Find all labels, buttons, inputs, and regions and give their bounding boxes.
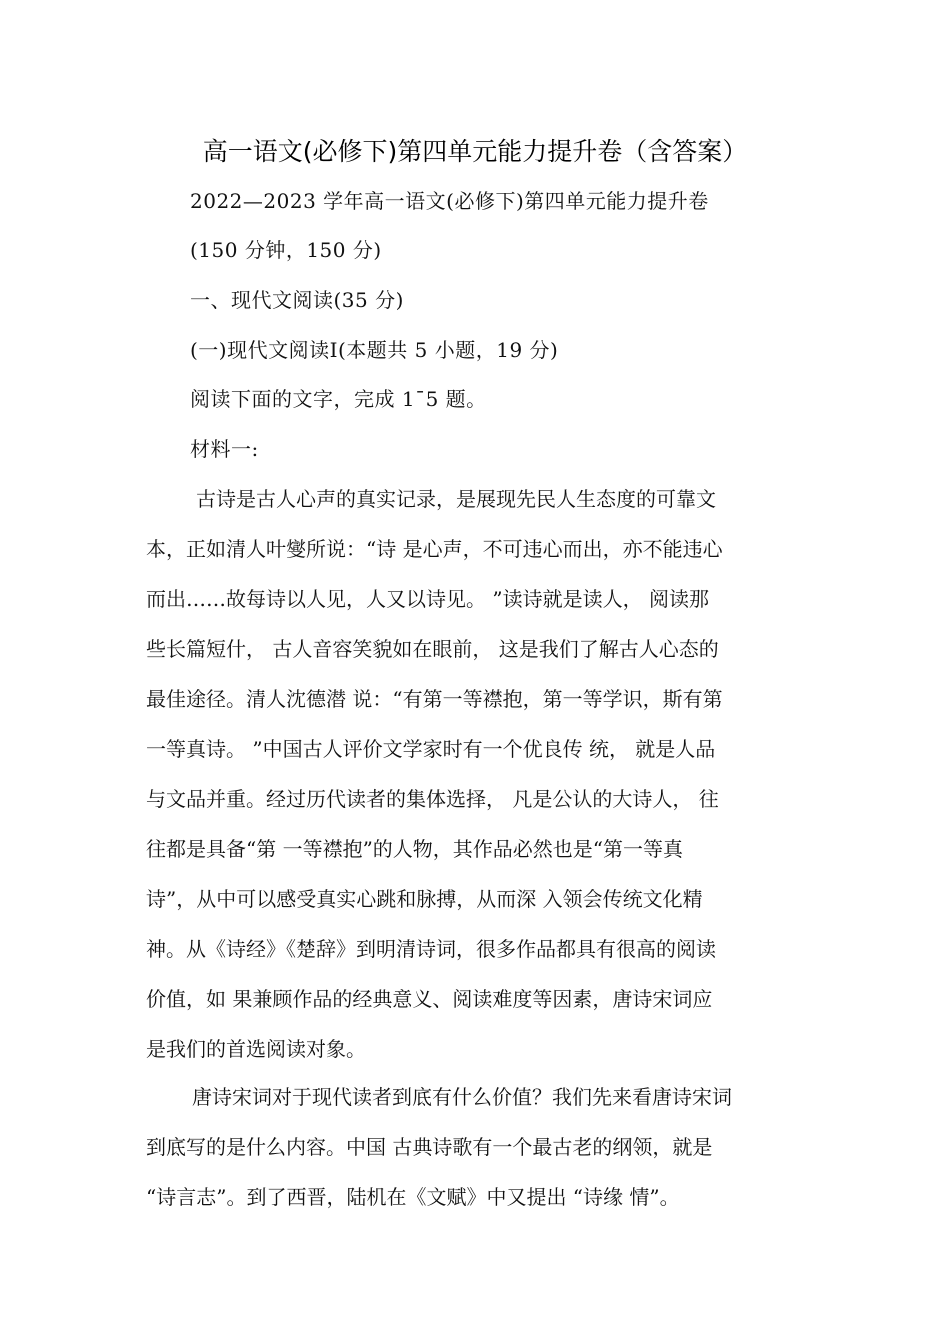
paragraph-line: 与文品并重。经过历代读者的集体选择， 凡是公认的大诗人， 往 [146,787,719,811]
paragraph-line: 诗”，从中可以感受真实心跳和脉搏，从而深 入领会传统文化精 [146,887,703,911]
paragraph-line: 最佳途径。清人沈德潜 说：“有第一等襟抱，第一等学识，斯有第 [146,687,723,711]
reading-instruction: 阅读下面的文字，完成 1¯5 题。 [190,387,487,411]
paragraph-line: 是我们的首选阅读对象。 [146,1037,366,1061]
section-heading: 一、现代文阅读(35 分) [190,288,404,312]
paragraph-line: 到底写的是什么内容。中国 古典诗歌有一个最古老的纲领，就是 [146,1135,713,1159]
paragraph-line: 一等真诗。 ”中国古人评价文学家时有一个优良传 统， 就是人品 [146,737,716,761]
paragraph-line: 些长篇短什， 古人音容笑貌如在眼前， 这是我们了解古人心态的 [146,637,719,661]
paragraph-line: “诗言志”。到了西晋，陆机在《文赋》中又提出 “诗缘 情”。 [146,1185,680,1209]
paragraph-1 [146,474,806,1074]
material-label: 材料一: [190,437,259,461]
document-title: 高一语文(必修下)第四单元能力提升卷（含答案） [202,137,748,166]
document-subtitle: 2022—2023 学年高一语文(必修下)第四单元能力提升卷 [190,189,709,213]
paragraph-line: 价值，如 果兼顾作品的经典意义、阅读难度等因素，唐诗宋词应 [146,987,713,1011]
paragraph-line: 本，正如清人叶燮所说：“诗 是心声，不可违心而出，亦不能违心 [146,537,723,561]
paragraph-line: 神。从《诗经》《楚辞》到明清诗词，很多作品都具有很高的阅读 [146,937,716,961]
paragraph-2 [146,1072,806,1222]
paragraph-line: 而出……故每诗以人见，人又以诗见。 ”读诗就是读人， 阅读那 [146,587,709,611]
paragraph-line: 往都是具备“第 一等襟抱”的人物，其作品必然也是“第一等真 [146,837,684,861]
time-score-line: (150 分钟，150 分) [190,238,382,262]
subsection-heading: (一)现代文阅读Ⅰ(本题共 5 小题，19 分) [190,338,559,362]
paragraph-line: 古诗是古人心声的真实记录，是展现先民人生态度的可靠文 [196,487,716,511]
paragraph-line: 唐诗宋词对于现代读者到底有什么价值？我们先来看唐诗宋词 [192,1085,732,1109]
